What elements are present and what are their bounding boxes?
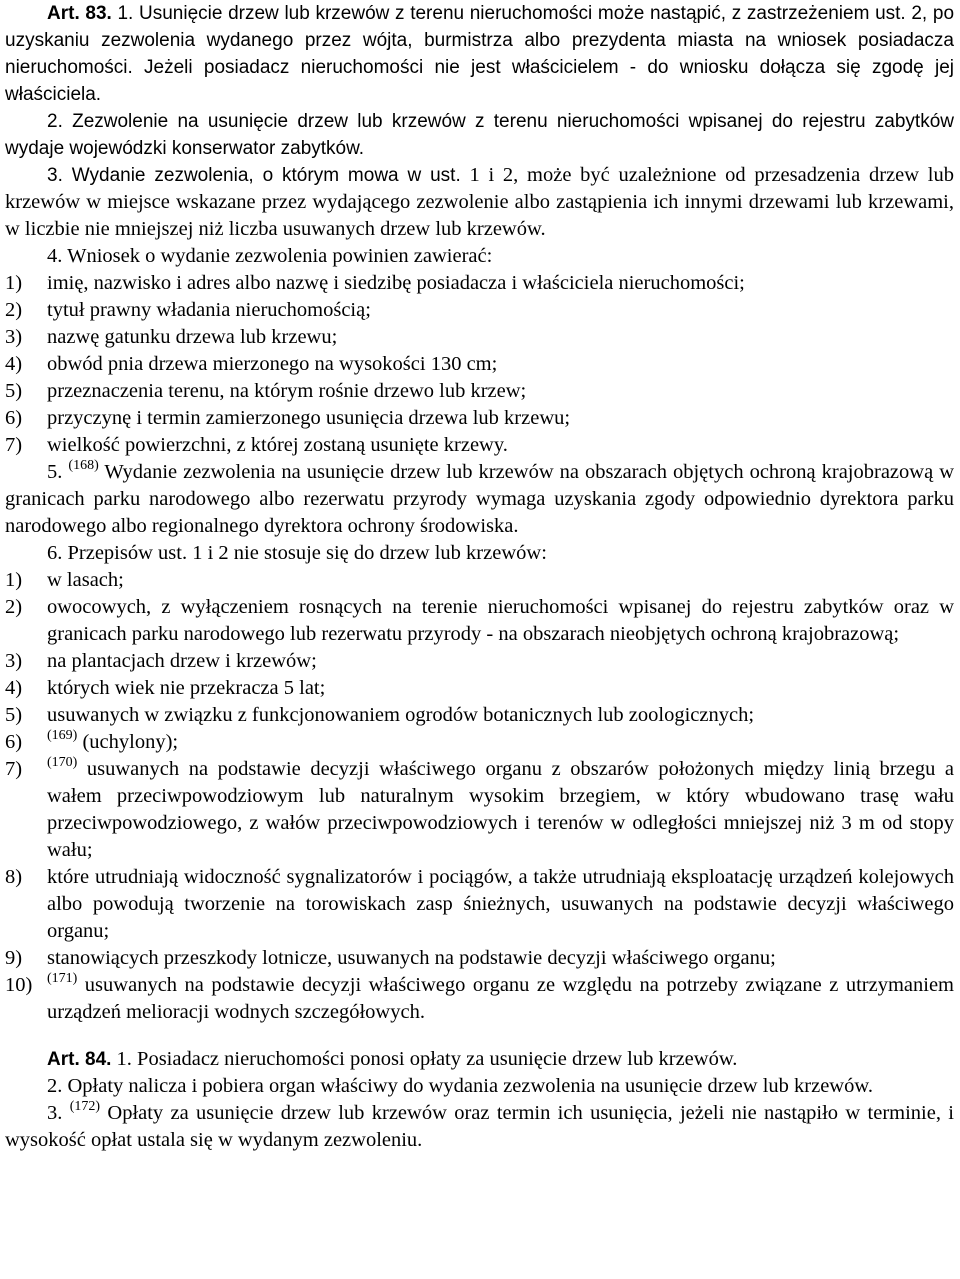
art83-par1-text: 1. Usunięcie drzew lub krzewów z terenu nieruchomości może nastąpić, z zastrzeżeniem ust. 2, po uzyskaniu zezwolenia wydanego przez wójta, burmistrza albo prezydenta miasta na wniosek posiadacza nieruchomości. Jeżeli posiadacz nieruchomości nie jest właścicielem - do wniosku dołącza się zgodę jej właściciela. (5, 3, 955, 105)
list-item (5, 324, 954, 351)
list-item-body: wielkość powierzchni, z której zostaną usunięte krzewy. (47, 434, 508, 456)
list-item-number: 3) (5, 650, 23, 672)
list-item (5, 351, 954, 378)
list-item-text (47, 648, 954, 675)
footnote-ref: (171) (47, 971, 78, 986)
article-heading: Art. 83. (47, 3, 112, 24)
art83-par4-list (5, 270, 954, 459)
art83-par3-rest: 1 i 2, może być uzależnione od przesadzenia drzew lub krzewów w miejsce wskazane przez wydającego zezwolenie albo zastąpienia ich innymi drzewami lub krzewami, w liczbie nie mniejszej niż liczba usuwanych drzew lub krzewów. (5, 164, 954, 240)
list-item-body: stanowiących przeszkody lotnicze, usuwanych na podstawie decyzji właściwego organu; (47, 947, 776, 969)
list-item (5, 702, 954, 729)
list-item-body: przeznaczenia terenu, na którym rośnie drzewo lub krzew; (47, 380, 527, 402)
art83-par5 (5, 459, 954, 540)
list-item-number: 4) (5, 677, 23, 699)
list-item-body: usuwanych na podstawie decyzji właściwego organu ze względu na potrzeby związane z utrzymaniem urządzeń melioracji wodnych szczegółowych. (47, 974, 954, 1023)
list-item-text (47, 297, 954, 324)
list-item-text (47, 675, 954, 702)
list-item (5, 378, 954, 405)
list-item-body: których wiek nie przekracza 5 lat; (47, 677, 326, 699)
art83-par6-list (5, 567, 954, 1026)
list-item-body: przyczynę i termin zamierzonego usunięcia drzewa lub krzewu; (47, 407, 571, 429)
list-item (5, 756, 954, 864)
list-item (5, 864, 954, 945)
art83-par4: 4. Wniosek o wydanie zezwolenia powinien zawierać: (47, 245, 493, 267)
list-item-number: 9) (5, 947, 23, 969)
list-item (5, 432, 954, 459)
list-item-text (47, 378, 954, 405)
list-item-body: usuwanych na podstawie decyzji właściwego organu z obszarów położonych między linią brzegu a wałem przeciwpowodziowym lub naturalnym wysokim brzegiem, w który wbudowano trasę wału przeciwpowodziowego, z wałów przeciwpowodziowych i terenów w odległości mniejszej niż 3 m od stopy wału; (47, 758, 954, 861)
list-item-number: 5) (5, 380, 23, 402)
list-item-body: obwód pnia drzewa mierzonego na wysokości 130 cm; (47, 353, 498, 375)
list-item (5, 594, 954, 648)
list-item-number: 4) (5, 353, 23, 375)
list-item-text (47, 864, 954, 945)
list-item-body: imię, nazwisko i adres albo nazwę i siedzibę posiadacza i właściciela nieruchomości; (47, 272, 745, 294)
list-item-text (47, 432, 954, 459)
list-item (5, 270, 954, 297)
list-item-text (47, 729, 954, 756)
list-item (5, 648, 954, 675)
footnote-ref: (168) (68, 458, 99, 473)
art83-par5-number: 5. (47, 461, 63, 483)
list-item-body: które utrudniają widoczność sygnalizatorów i pociągów, a także utrudniają eksploatację urządzeń kolejowych albo powodują tworzenie na torowiskach zasp śnieżnych, usuwanych na podstawie decyzji właściwego organu; (47, 866, 954, 942)
art83-par3-start: 3. Wydanie zezwolenia, o którym mowa w ust. (47, 165, 461, 186)
list-item-text (47, 594, 954, 648)
art83-par5-text: Wydanie zezwolenia na usunięcie drzew lub krzewów na obszarach objętych ochroną krajobrazową w granicach parku narodowego albo rezerwatu przyrody wymaga uzyskania zgody odpowiednio dyrektora parku narodowego albo regionalnego dyrektora ochrony środowiska. (5, 461, 954, 537)
art84-par1-text: 1. Posiadacz nieruchomości ponosi opłaty za usunięcie drzew lub krzewów. (111, 1048, 738, 1070)
list-item-number: 7) (5, 758, 23, 780)
list-item-number: 5) (5, 704, 23, 726)
list-item-body: nazwę gatunku drzewa lub krzewu; (47, 326, 338, 348)
art84-par3-text: Opłaty za usunięcie drzew lub krzewów oraz termin ich usunięcia, jeżeli nie nastąpiło w terminie, i wysokość opłat ustala się w wydanym zezwoleniu. (5, 1102, 955, 1151)
list-item-number: 1) (5, 569, 23, 591)
list-item-number: 1) (5, 272, 23, 294)
list-item-body: w lasach; (47, 569, 124, 591)
list-item-text (47, 945, 954, 972)
list-item-number: 2) (5, 596, 23, 618)
art84-par1 (5, 1046, 954, 1073)
list-item-number: 6) (5, 731, 23, 753)
list-item-text (47, 324, 954, 351)
art83-par2: 2. Zezwolenie na usunięcie drzew lub krzewów z terenu nieruchomości wpisanej do rejestru zabytków wydaje wojewódzki konserwator zabytków. (5, 111, 954, 159)
art84-par3 (5, 1100, 954, 1154)
art83-par6: 6. Przepisów ust. 1 i 2 nie stosuje się do drzew lub krzewów: (47, 542, 547, 564)
list-item-number: 6) (5, 407, 23, 429)
list-item-number: 3) (5, 326, 23, 348)
list-item (5, 729, 954, 756)
list-item-number: 10) (5, 974, 33, 996)
list-item (5, 405, 954, 432)
list-item-text (47, 567, 954, 594)
list-item (5, 945, 954, 972)
footnote-ref: (172) (69, 1099, 101, 1114)
list-item-text (47, 756, 954, 864)
art84-par3-number: 3. (47, 1102, 63, 1124)
article-heading: Art. 84. (47, 1049, 112, 1070)
list-item-text (47, 702, 954, 729)
list-item-body: usuwanych w związku z funkcjonowaniem ogrodów botanicznych lub zoologicznych; (47, 704, 755, 726)
footnote-ref: (170) (47, 755, 78, 770)
list-item (5, 675, 954, 702)
list-item (5, 297, 954, 324)
list-item-body: (uchylony); (77, 731, 179, 753)
list-item-number: 8) (5, 866, 23, 888)
section-spacer (5, 1026, 954, 1046)
list-item-body: owocowych, z wyłączeniem rosnących na terenie nieruchomości wpisanej do rejestru zabytków oraz w granicach parku narodowego lub rezerwatu przyrody - na obszarach nieobjętych ochroną krajobrazową; (47, 596, 954, 645)
footnote-ref: (169) (47, 728, 78, 743)
list-item (5, 567, 954, 594)
list-item-body: tytuł prawny władania nieruchomością; (47, 299, 371, 321)
art84-par2: 2. Opłaty nalicza i pobiera organ właściwy do wydania zezwolenia na usunięcie drzew lub krzewów. (47, 1075, 873, 1097)
list-item-text (47, 405, 954, 432)
list-item-text (47, 270, 954, 297)
list-item-text (47, 351, 954, 378)
list-item-body: na plantacjach drzew i krzewów; (47, 650, 317, 672)
list-item-text (47, 972, 954, 1026)
list-item (5, 972, 954, 1026)
art83-par3 (5, 162, 954, 243)
list-item-number: 7) (5, 434, 23, 456)
list-item-number: 2) (5, 299, 23, 321)
art83-par1 (5, 0, 954, 108)
